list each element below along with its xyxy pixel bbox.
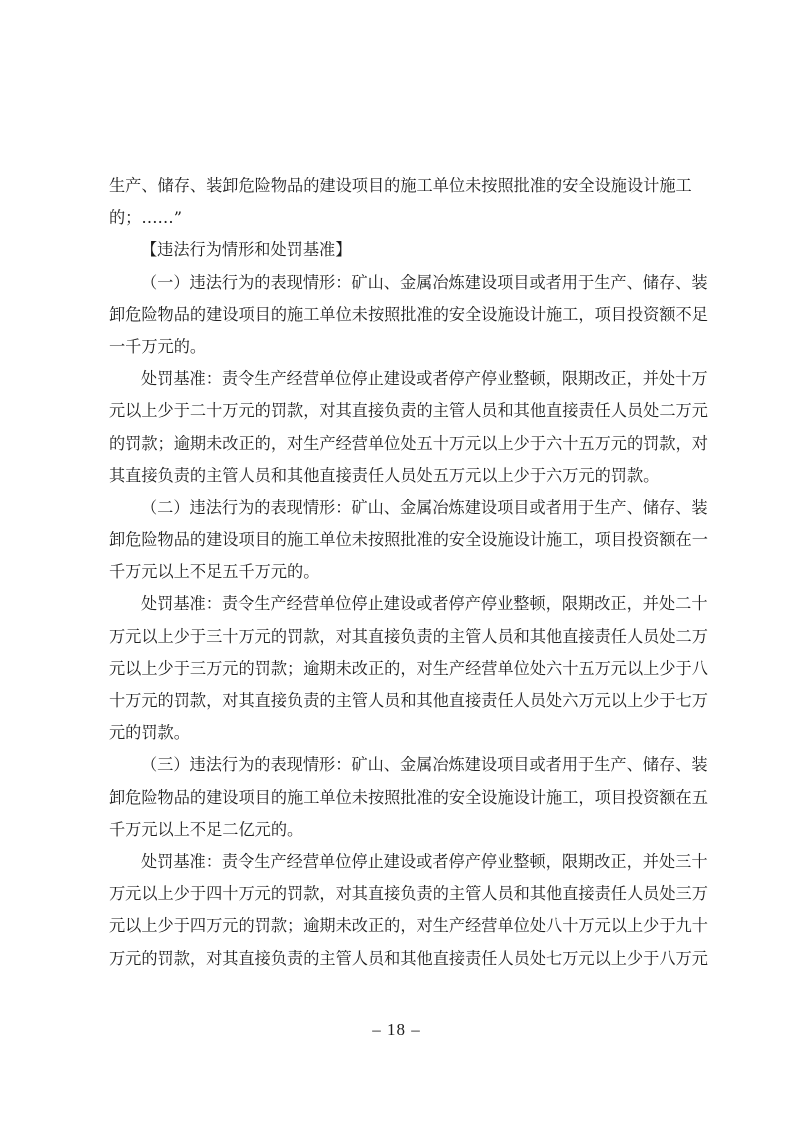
text-line: 千万元以上不足二亿元的。 <box>109 819 304 839</box>
text-line: 一千万元的。 <box>109 336 207 356</box>
text-line: 元以上少于四万元的罚款；逾期未改正的，对生产经营单位处八十万元以上少于九十 <box>109 916 708 936</box>
text-line: 万元以上少于四十万元的罚款，对其直接负责的主管人员和其他直接责任人员处三万 <box>109 884 708 904</box>
text-line: （一）违法行为的表现情形：矿山、金属冶炼建设项目或者用于生产、储存、装 <box>141 272 708 292</box>
text-line: 卸危险物品的建设项目的施工单位未按照批准的安全设施设计施工，项目投资额在五 <box>109 787 708 807</box>
text-line: （三）违法行为的表现情形：矿山、金属冶炼建设项目或者用于生产、储存、装 <box>141 755 708 775</box>
text-line: 万元以上少于三十万元的罚款，对其直接负责的主管人员和其他直接责任人员处二万 <box>109 626 708 646</box>
page-number: – 18 – <box>372 1020 421 1039</box>
text-line: 的；……” <box>109 208 183 228</box>
text-line: 【违法行为情形和处罚基准】 <box>141 240 352 260</box>
text-line: 处罚基准：责令生产经营单位停止建设或者停产停业整顿，限期改正，并处十万 <box>141 369 708 389</box>
text-line: 卸危险物品的建设项目的施工单位未按照批准的安全设施设计施工，项目投资额不足 <box>109 304 708 324</box>
text-line: 处罚基准：责令生产经营单位停止建设或者停产停业整顿，限期改正，并处二十 <box>141 594 708 614</box>
text-line: 万元的罚款，对其直接负责的主管人员和其他直接责任人员处七万元以上少于八万元 <box>109 948 708 968</box>
text-line: 元以上少于三万元的罚款；逾期未改正的，对生产经营单位处六十五万元以上少于八 <box>109 658 708 678</box>
text-line: 元以上少于二十万元的罚款，对其直接负责的主管人员和其他直接责任人员处二万元 <box>109 401 708 421</box>
text-line: 其直接负责的主管人员和其他直接责任人员处五万元以上少于六万元的罚款。 <box>109 465 660 485</box>
text-line: （二）违法行为的表现情形：矿山、金属冶炼建设项目或者用于生产、储存、装 <box>141 497 708 517</box>
text-line: 生产、储存、装卸危险物品的建设项目的施工单位未按照批准的安全设施设计施工 <box>109 176 692 195</box>
text-line: 处罚基准：责令生产经营单位停止建设或者停产停业整顿，限期改正，并处三十 <box>141 851 708 871</box>
text-line: 十万元的罚款，对其直接负责的主管人员和其他直接责任人员处六万元以上少于七万 <box>109 691 708 710</box>
text-line: 元的罚款。 <box>109 723 190 743</box>
document-body <box>109 170 708 975</box>
text-line: 卸危险物品的建设项目的施工单位未按照批准的安全设施设计施工，项目投资额在一 <box>109 530 708 550</box>
text-line: 的罚款；逾期未改正的，对生产经营单位处五十万元以上少于六十五万元的罚款，对 <box>109 433 708 453</box>
text-line: 千万元以上不足五千万元的。 <box>109 562 320 582</box>
